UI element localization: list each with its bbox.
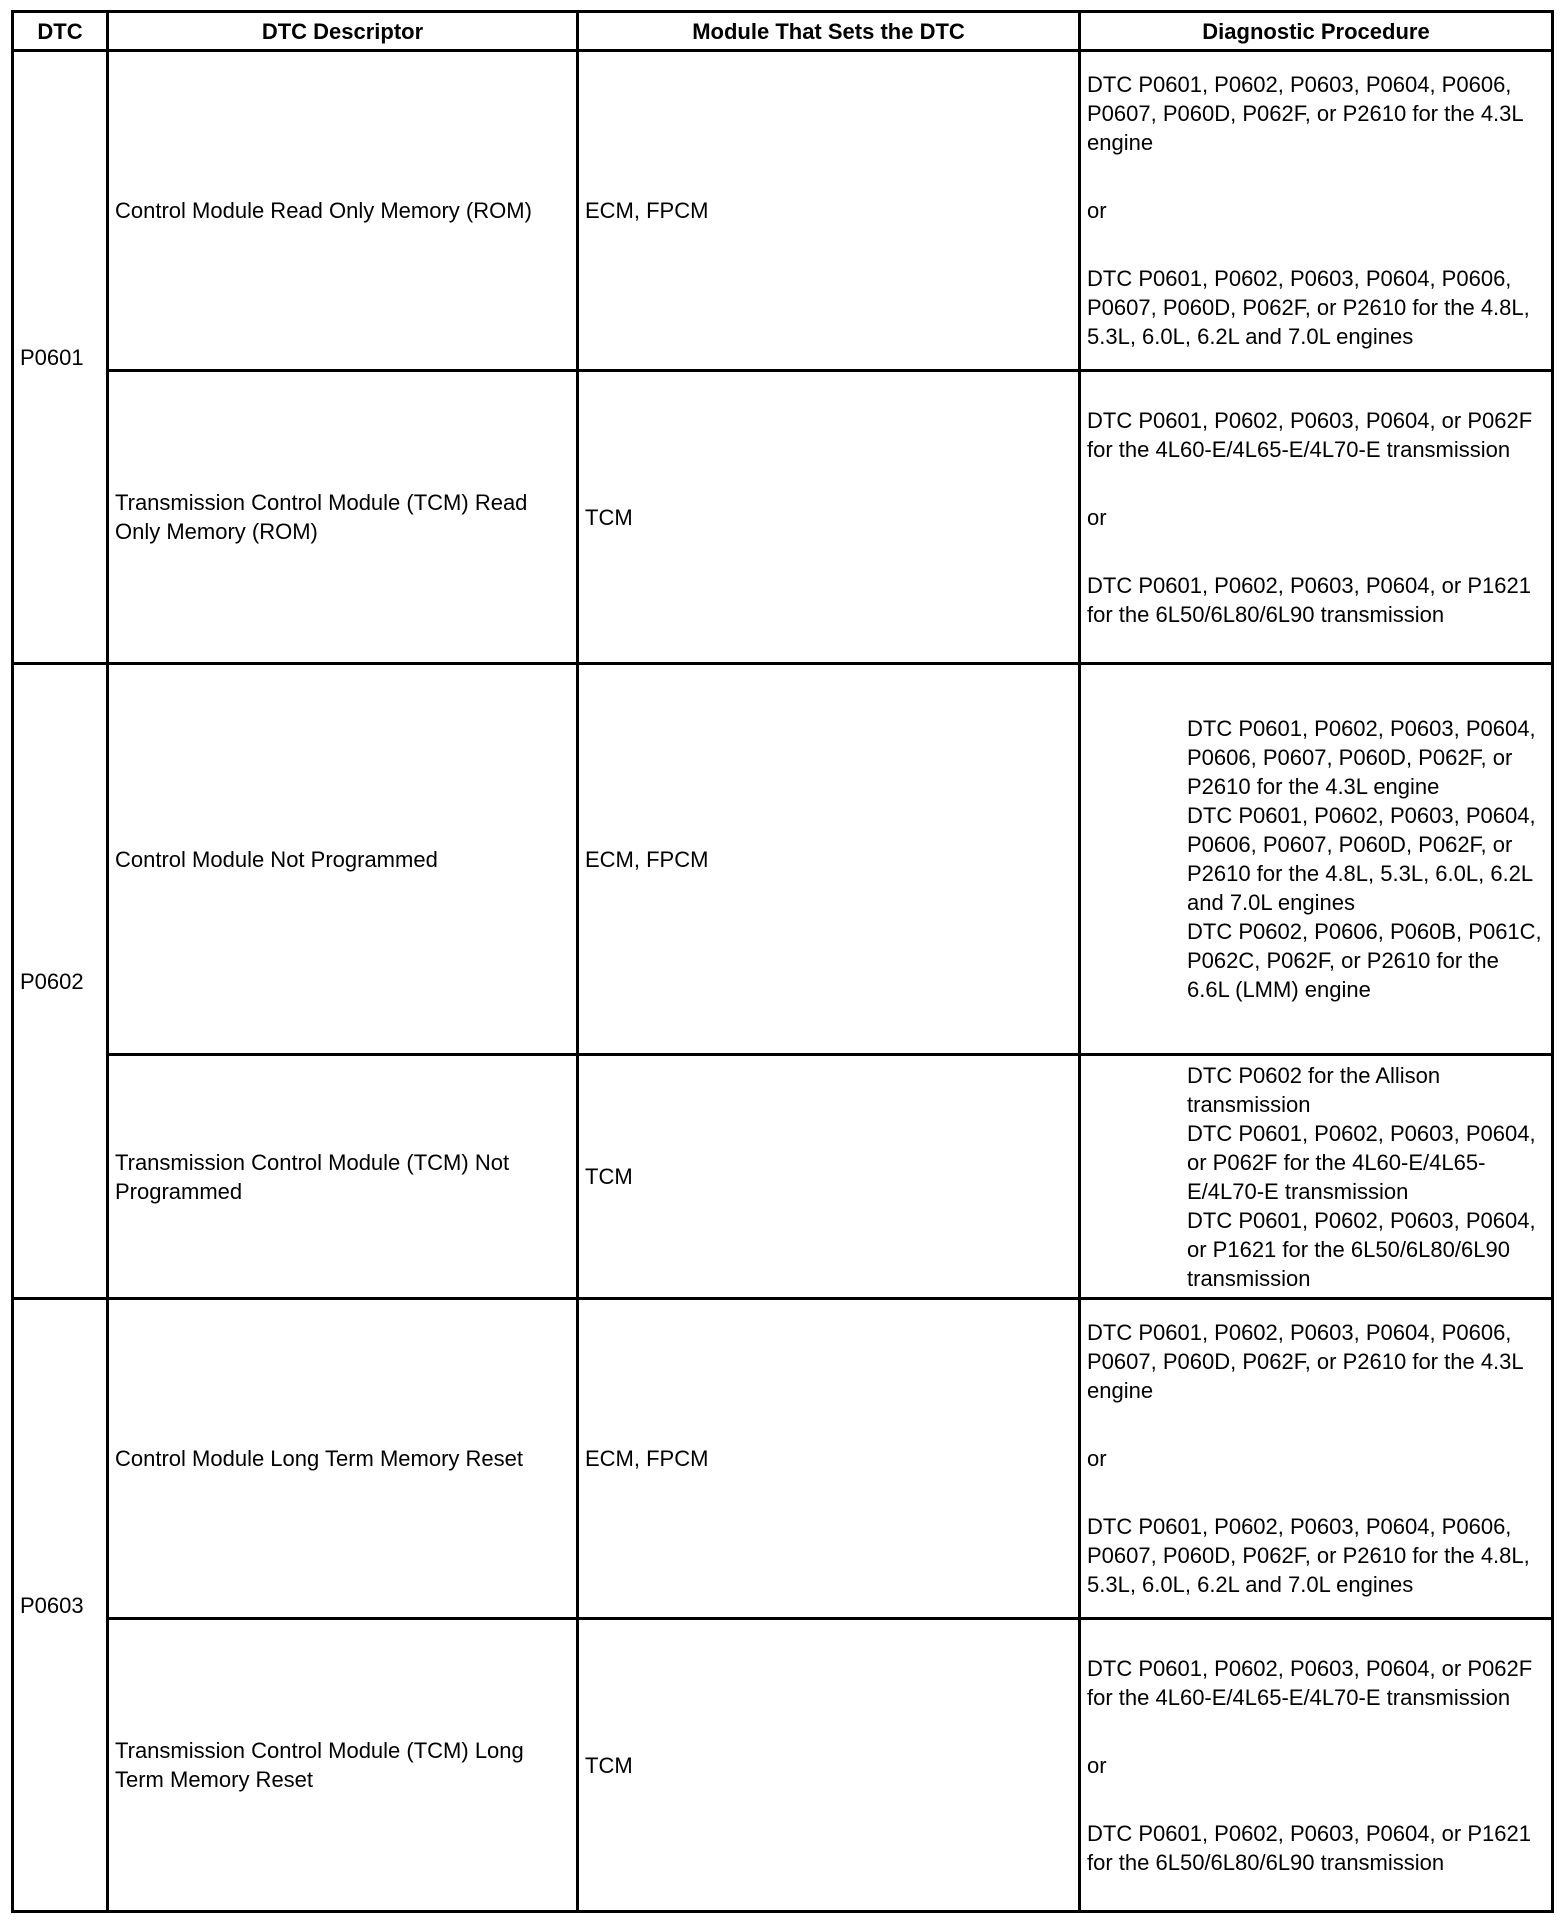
table-row [13, 664, 1553, 1055]
procedure-or: or [1087, 1446, 1107, 1471]
procedure-link[interactable]: DTC P0601, P0602, P0603, P0604, or P062F for the 4L60-E/4L65-E/4L70-E transmission [1187, 1120, 1536, 1204]
header-row [13, 12, 1553, 51]
dtc-code-p0602: P0602 [13, 664, 108, 1299]
diagnostic-procedure [1080, 664, 1553, 1055]
procedure-or: or [1087, 1752, 1107, 1778]
dtc-descriptor: Transmission Control Module (TCM) Not Programmed [108, 1055, 578, 1299]
diagnostic-procedure [1080, 1055, 1553, 1299]
diagnostic-procedure [1080, 371, 1553, 664]
dtc-module: TCM [578, 1055, 1080, 1299]
header-descriptor: DTC Descriptor [108, 12, 578, 51]
table-row [13, 1619, 1553, 1912]
diagnostic-procedure [1080, 1619, 1553, 1912]
procedure-or: or [1087, 198, 1107, 223]
procedure-link[interactable]: DTC P0601, P0602, P0603, P0604, or P062F for the 4L60-E/4L65-E/4L70-E transmission [1087, 1655, 1533, 1710]
procedure-link[interactable]: DTC P0601, P0602, P0603, P0604, P0606, P0607, P060D, P062F, or P2610 for the 4.3L engine [1187, 716, 1536, 799]
procedure-or: or [1087, 504, 1107, 530]
procedure-link[interactable]: DTC P0601, P0602, P0603, P0604, P0606, P0607, P060D, P062F, or P2610 for the 4.3L engine [1087, 72, 1523, 155]
header-module: Module That Sets the DTC [578, 12, 1080, 51]
diagnostic-procedure [1080, 51, 1553, 371]
dtc-descriptor: Control Module Read Only Memory (ROM) [108, 51, 578, 371]
procedure-link[interactable]: DTC P0601, P0602, P0603, P0604, or P1621 for the 6L50/6L80/6L90 transmission [1187, 1207, 1536, 1291]
procedure-link[interactable]: DTC P0601, P0602, P0603, P0604, P0606, P0607, P060D, P062F, or P2610 for the 4.3L engine [1087, 1320, 1523, 1403]
dtc-module: ECM, FPCM [578, 51, 1080, 371]
procedure-link[interactable]: DTC P0601, P0602, P0603, P0604, P0606, P0607, P060D, P062F, or P2610 for the 4.8L, 5.3L, 6.0L, 6.2L and 7.0L engines [1087, 266, 1530, 349]
table-row [13, 371, 1553, 664]
dtc-code-p0601: P0601 [13, 51, 108, 664]
dtc-descriptor: Transmission Control Module (TCM) Long Term Memory Reset [108, 1619, 578, 1912]
procedure-link[interactable]: DTC P0601, P0602, P0603, P0604, or P062F for the 4L60-E/4L65-E/4L70-E transmission [1087, 407, 1533, 462]
diagnostic-procedure [1080, 1299, 1553, 1619]
dtc-table [11, 10, 1554, 1913]
dtc-code-p0603: P0603 [13, 1299, 108, 1912]
procedure-link[interactable]: DTC P0602 for the Allison transmission [1187, 1062, 1441, 1117]
dtc-table-sheet [11, 10, 1554, 1913]
table-row [13, 1055, 1553, 1299]
dtc-descriptor: Control Module Not Programmed [108, 664, 578, 1055]
header-procedure: Diagnostic Procedure [1080, 12, 1553, 51]
procedure-link[interactable]: DTC P0601, P0602, P0603, P0604, P0606, P0607, P060D, P062F, or P2610 for the 4.8L, 5.3L, 6.0L, 6.2L and 7.0L engines [1087, 1514, 1530, 1597]
dtc-descriptor: Transmission Control Module (TCM) Read Only Memory (ROM) [108, 371, 578, 664]
dtc-module: ECM, FPCM [578, 1299, 1080, 1619]
header-dtc: DTC [13, 12, 108, 51]
procedure-link[interactable]: DTC P0601, P0602, P0603, P0604, P0606, P0607, P060D, P062F, or P2610 for the 4.8L, 5.3L, 6.0L, 6.2L and 7.0L engines [1187, 803, 1536, 915]
dtc-module: TCM [578, 371, 1080, 664]
procedure-link[interactable]: DTC P0601, P0602, P0603, P0604, or P1621 for the 6L50/6L80/6L90 transmission [1087, 1820, 1531, 1875]
procedure-link[interactable]: DTC P0602, P0606, P060B, P061C, P062C, P062F, or P2610 for the 6.6L (LMM) engine [1187, 919, 1542, 1002]
dtc-descriptor: Control Module Long Term Memory Reset [108, 1299, 578, 1619]
procedure-link[interactable]: DTC P0601, P0602, P0603, P0604, or P1621 for the 6L50/6L80/6L90 transmission [1087, 572, 1531, 627]
dtc-module: TCM [578, 1619, 1080, 1912]
table-row [13, 1299, 1553, 1619]
table-row [13, 51, 1553, 371]
dtc-module: ECM, FPCM [578, 664, 1080, 1055]
